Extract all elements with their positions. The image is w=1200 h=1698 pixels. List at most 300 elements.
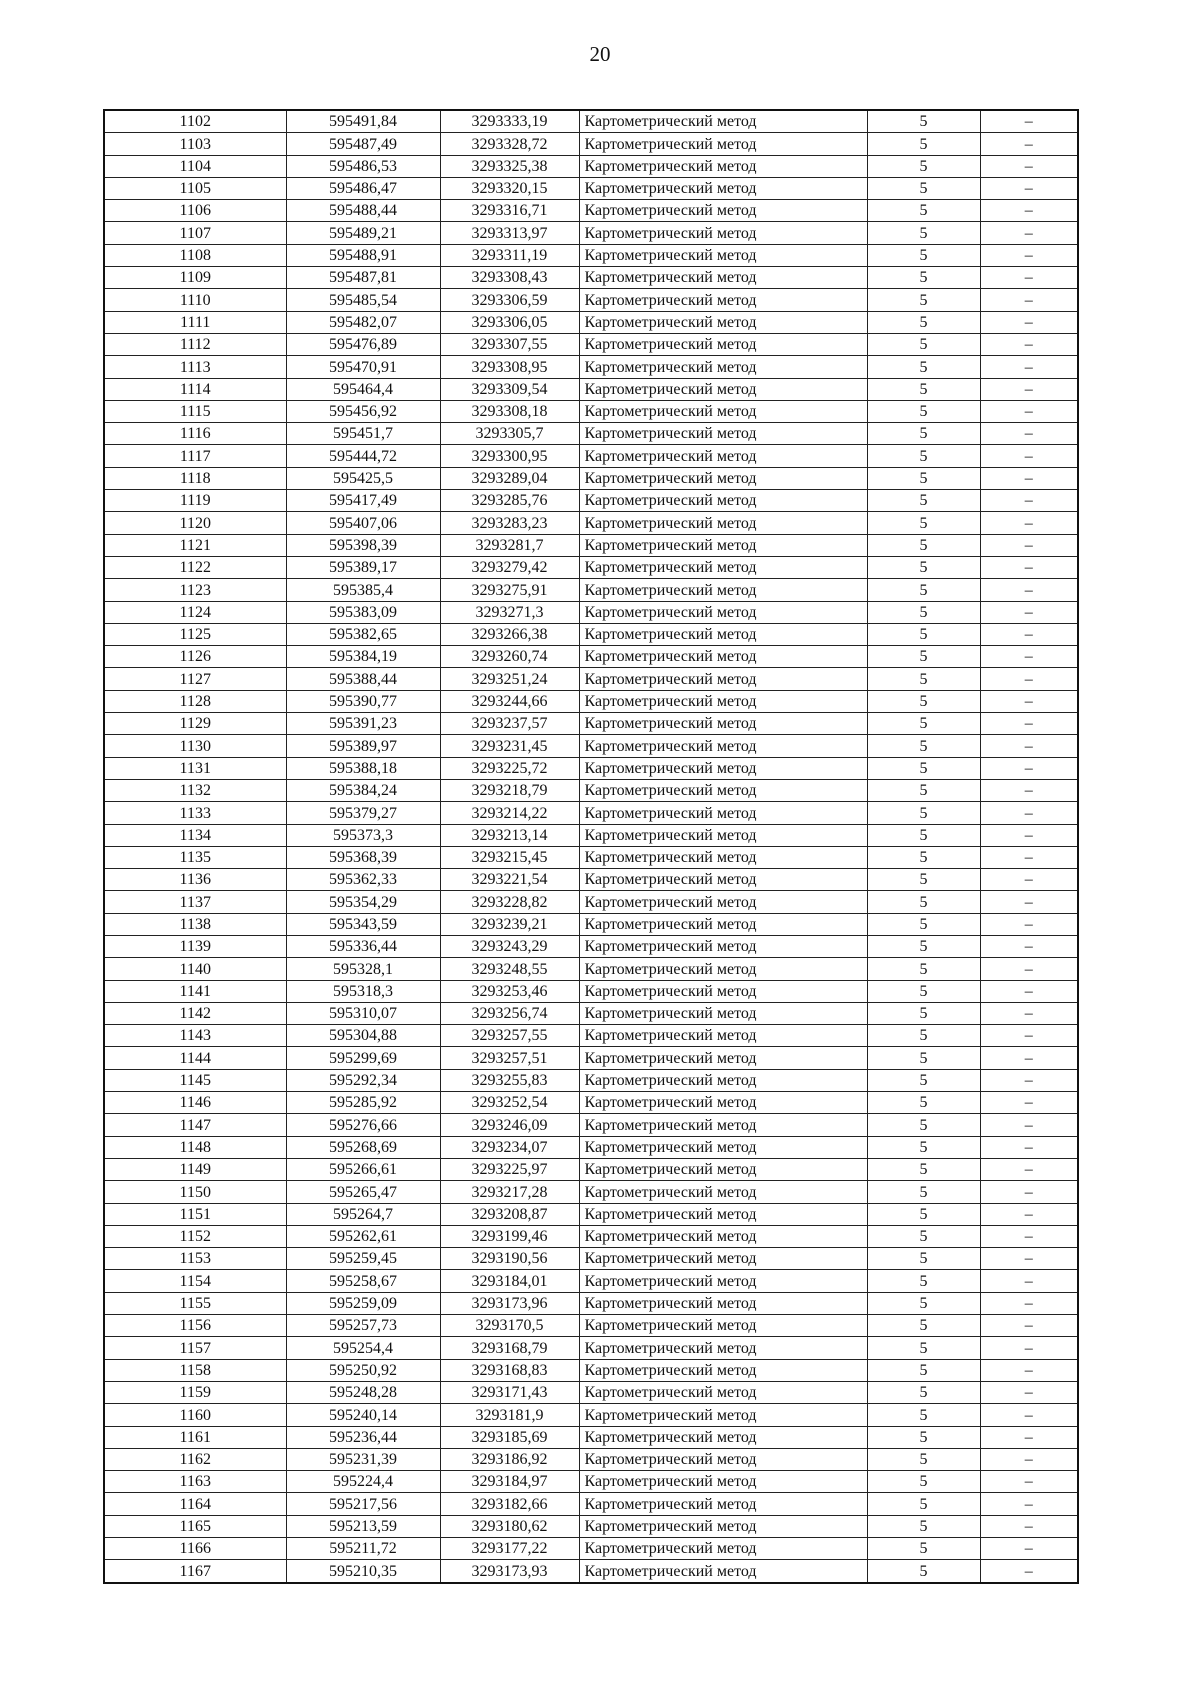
x-coordinate-cell: 595444,72 [286, 445, 440, 467]
y-coordinate-cell: 3293260,74 [440, 646, 579, 668]
point-number-cell: 1153 [104, 1248, 286, 1270]
precision-cell: 5 [867, 1248, 980, 1270]
note-cell: – [980, 1158, 1078, 1180]
point-number-cell: 1126 [104, 646, 286, 668]
x-coordinate-cell: 595385,4 [286, 579, 440, 601]
note-cell: – [980, 735, 1078, 757]
method-cell: Картометрический метод [579, 980, 867, 1002]
method-cell: Картометрический метод [579, 824, 867, 846]
method-cell: Картометрический метод [579, 177, 867, 199]
table-row [104, 646, 1078, 668]
x-coordinate-cell: 595456,92 [286, 400, 440, 422]
precision-cell: 5 [867, 690, 980, 712]
note-cell: – [980, 490, 1078, 512]
x-coordinate-cell: 595328,1 [286, 958, 440, 980]
precision-cell: 5 [867, 267, 980, 289]
x-coordinate-cell: 595318,3 [286, 980, 440, 1002]
precision-cell: 5 [867, 1538, 980, 1560]
note-cell: – [980, 713, 1078, 735]
precision-cell: 5 [867, 400, 980, 422]
x-coordinate-cell: 595292,34 [286, 1069, 440, 1091]
point-number-cell: 1112 [104, 333, 286, 355]
x-coordinate-cell: 595384,19 [286, 646, 440, 668]
note-cell: – [980, 869, 1078, 891]
precision-cell: 5 [867, 423, 980, 445]
note-cell: – [980, 1092, 1078, 1114]
x-coordinate-cell: 595276,66 [286, 1114, 440, 1136]
point-number-cell: 1154 [104, 1270, 286, 1292]
x-coordinate-cell: 595368,39 [286, 846, 440, 868]
x-coordinate-cell: 595491,84 [286, 110, 440, 133]
table-row [104, 1002, 1078, 1024]
x-coordinate-cell: 595268,69 [286, 1136, 440, 1158]
x-coordinate-cell: 595390,77 [286, 690, 440, 712]
table-row [104, 1471, 1078, 1493]
y-coordinate-cell: 3293185,69 [440, 1426, 579, 1448]
precision-cell: 5 [867, 623, 980, 645]
table-row [104, 1292, 1078, 1314]
point-number-cell: 1146 [104, 1092, 286, 1114]
note-cell: – [980, 110, 1078, 133]
precision-cell: 5 [867, 1404, 980, 1426]
y-coordinate-cell: 3293308,43 [440, 267, 579, 289]
method-cell: Картометрический метод [579, 1471, 867, 1493]
method-cell: Картометрический метод [579, 1292, 867, 1314]
precision-cell: 5 [867, 311, 980, 333]
precision-cell: 5 [867, 579, 980, 601]
y-coordinate-cell: 3293316,71 [440, 200, 579, 222]
y-coordinate-cell: 3293256,74 [440, 1002, 579, 1024]
method-cell: Картометрический метод [579, 1337, 867, 1359]
y-coordinate-cell: 3293213,14 [440, 824, 579, 846]
table-row [104, 333, 1078, 355]
precision-cell: 5 [867, 155, 980, 177]
note-cell: – [980, 846, 1078, 868]
note-cell: – [980, 646, 1078, 668]
method-cell: Картометрический метод [579, 423, 867, 445]
y-coordinate-cell: 3293184,97 [440, 1471, 579, 1493]
x-coordinate-cell: 595310,07 [286, 1002, 440, 1024]
precision-cell: 5 [867, 177, 980, 199]
table-row [104, 445, 1078, 467]
method-cell: Картометрический метод [579, 1359, 867, 1381]
note-cell: – [980, 1493, 1078, 1515]
precision-cell: 5 [867, 222, 980, 244]
note-cell: – [980, 980, 1078, 1002]
x-coordinate-cell: 595343,59 [286, 913, 440, 935]
note-cell: – [980, 244, 1078, 266]
point-number-cell: 1103 [104, 133, 286, 155]
y-coordinate-cell: 3293168,79 [440, 1337, 579, 1359]
precision-cell: 5 [867, 244, 980, 266]
x-coordinate-cell: 595213,59 [286, 1515, 440, 1537]
point-number-cell: 1121 [104, 534, 286, 556]
method-cell: Картометрический метод [579, 757, 867, 779]
method-cell: Картометрический метод [579, 1181, 867, 1203]
y-coordinate-cell: 3293225,72 [440, 757, 579, 779]
point-number-cell: 1160 [104, 1404, 286, 1426]
y-coordinate-cell: 3293320,15 [440, 177, 579, 199]
y-coordinate-cell: 3293257,51 [440, 1047, 579, 1069]
note-cell: – [980, 824, 1078, 846]
point-number-cell: 1141 [104, 980, 286, 1002]
x-coordinate-cell: 595217,56 [286, 1493, 440, 1515]
y-coordinate-cell: 3293228,82 [440, 891, 579, 913]
x-coordinate-cell: 595388,18 [286, 757, 440, 779]
method-cell: Картометрический метод [579, 668, 867, 690]
precision-cell: 5 [867, 1047, 980, 1069]
x-coordinate-cell: 595485,54 [286, 289, 440, 311]
point-number-cell: 1136 [104, 869, 286, 891]
y-coordinate-cell: 3293266,38 [440, 623, 579, 645]
point-number-cell: 1108 [104, 244, 286, 266]
point-number-cell: 1113 [104, 356, 286, 378]
y-coordinate-cell: 3293182,66 [440, 1493, 579, 1515]
table-row [104, 1203, 1078, 1225]
note-cell: – [980, 177, 1078, 199]
point-number-cell: 1165 [104, 1515, 286, 1537]
x-coordinate-cell: 595451,7 [286, 423, 440, 445]
y-coordinate-cell: 3293307,55 [440, 333, 579, 355]
precision-cell: 5 [867, 802, 980, 824]
table-row [104, 980, 1078, 1002]
table-row [104, 757, 1078, 779]
note-cell: – [980, 1069, 1078, 1091]
method-cell: Картометрический метод [579, 1515, 867, 1537]
x-coordinate-cell: 595248,28 [286, 1381, 440, 1403]
table-row [104, 1538, 1078, 1560]
point-number-cell: 1127 [104, 668, 286, 690]
y-coordinate-cell: 3293199,46 [440, 1225, 579, 1247]
table-row [104, 1560, 1078, 1583]
precision-cell: 5 [867, 980, 980, 1002]
note-cell: – [980, 556, 1078, 578]
note-cell: – [980, 356, 1078, 378]
note-cell: – [980, 668, 1078, 690]
table-row [104, 1158, 1078, 1180]
precision-cell: 5 [867, 824, 980, 846]
table-row [104, 467, 1078, 489]
table-row [104, 1069, 1078, 1091]
point-number-cell: 1110 [104, 289, 286, 311]
precision-cell: 5 [867, 935, 980, 957]
method-cell: Картометрический метод [579, 1315, 867, 1337]
table-row [104, 1404, 1078, 1426]
method-cell: Картометрический метод [579, 1248, 867, 1270]
note-cell: – [980, 1381, 1078, 1403]
x-coordinate-cell: 595398,39 [286, 534, 440, 556]
method-cell: Картометрический метод [579, 1158, 867, 1180]
x-coordinate-cell: 595389,97 [286, 735, 440, 757]
point-number-cell: 1122 [104, 556, 286, 578]
table-row [104, 1047, 1078, 1069]
table-row [104, 1337, 1078, 1359]
coordinates-table [103, 109, 1079, 1584]
note-cell: – [980, 1471, 1078, 1493]
x-coordinate-cell: 595211,72 [286, 1538, 440, 1560]
point-number-cell: 1120 [104, 512, 286, 534]
point-number-cell: 1162 [104, 1448, 286, 1470]
x-coordinate-cell: 595464,4 [286, 378, 440, 400]
y-coordinate-cell: 3293306,59 [440, 289, 579, 311]
method-cell: Картометрический метод [579, 913, 867, 935]
note-cell: – [980, 333, 1078, 355]
method-cell: Картометрический метод [579, 1114, 867, 1136]
y-coordinate-cell: 3293251,24 [440, 668, 579, 690]
table-row [104, 1136, 1078, 1158]
point-number-cell: 1102 [104, 110, 286, 133]
y-coordinate-cell: 3293177,22 [440, 1538, 579, 1560]
method-cell: Картометрический метод [579, 356, 867, 378]
note-cell: – [980, 133, 1078, 155]
table-row [104, 423, 1078, 445]
point-number-cell: 1131 [104, 757, 286, 779]
x-coordinate-cell: 595304,88 [286, 1025, 440, 1047]
precision-cell: 5 [867, 1381, 980, 1403]
x-coordinate-cell: 595240,14 [286, 1404, 440, 1426]
point-number-cell: 1157 [104, 1337, 286, 1359]
x-coordinate-cell: 595336,44 [286, 935, 440, 957]
point-number-cell: 1119 [104, 490, 286, 512]
precision-cell: 5 [867, 1292, 980, 1314]
precision-cell: 5 [867, 1426, 980, 1448]
x-coordinate-cell: 595470,91 [286, 356, 440, 378]
note-cell: – [980, 690, 1078, 712]
precision-cell: 5 [867, 846, 980, 868]
x-coordinate-cell: 595285,92 [286, 1092, 440, 1114]
table-row [104, 1359, 1078, 1381]
note-cell: – [980, 378, 1078, 400]
note-cell: – [980, 1025, 1078, 1047]
note-cell: – [980, 534, 1078, 556]
point-number-cell: 1117 [104, 445, 286, 467]
x-coordinate-cell: 595262,61 [286, 1225, 440, 1247]
y-coordinate-cell: 3293190,56 [440, 1248, 579, 1270]
note-cell: – [980, 802, 1078, 824]
note-cell: – [980, 1248, 1078, 1270]
table-row [104, 779, 1078, 801]
x-coordinate-cell: 595259,09 [286, 1292, 440, 1314]
note-cell: – [980, 579, 1078, 601]
method-cell: Картометрический метод [579, 1493, 867, 1515]
point-number-cell: 1114 [104, 378, 286, 400]
y-coordinate-cell: 3293173,96 [440, 1292, 579, 1314]
point-number-cell: 1107 [104, 222, 286, 244]
y-coordinate-cell: 3293248,55 [440, 958, 579, 980]
method-cell: Картометрический метод [579, 1092, 867, 1114]
precision-cell: 5 [867, 333, 980, 355]
point-number-cell: 1155 [104, 1292, 286, 1314]
method-cell: Картометрический метод [579, 646, 867, 668]
point-number-cell: 1128 [104, 690, 286, 712]
point-number-cell: 1106 [104, 200, 286, 222]
y-coordinate-cell: 3293168,83 [440, 1359, 579, 1381]
y-coordinate-cell: 3293308,18 [440, 400, 579, 422]
y-coordinate-cell: 3293221,54 [440, 869, 579, 891]
precision-cell: 5 [867, 891, 980, 913]
y-coordinate-cell: 3293305,7 [440, 423, 579, 445]
table-row [104, 1381, 1078, 1403]
method-cell: Картометрический метод [579, 289, 867, 311]
method-cell: Картометрический метод [579, 267, 867, 289]
point-number-cell: 1159 [104, 1381, 286, 1403]
table-row [104, 1515, 1078, 1537]
table-row [104, 556, 1078, 578]
x-coordinate-cell: 595258,67 [286, 1270, 440, 1292]
point-number-cell: 1118 [104, 467, 286, 489]
method-cell: Картометрический метод [579, 311, 867, 333]
method-cell: Картометрический метод [579, 1025, 867, 1047]
table-row [104, 289, 1078, 311]
note-cell: – [980, 935, 1078, 957]
table-row [104, 713, 1078, 735]
x-coordinate-cell: 595482,07 [286, 311, 440, 333]
y-coordinate-cell: 3293218,79 [440, 779, 579, 801]
note-cell: – [980, 1337, 1078, 1359]
point-number-cell: 1142 [104, 1002, 286, 1024]
precision-cell: 5 [867, 601, 980, 623]
x-coordinate-cell: 595389,17 [286, 556, 440, 578]
table-row [104, 110, 1078, 133]
table-row [104, 824, 1078, 846]
precision-cell: 5 [867, 1136, 980, 1158]
method-cell: Картометрический метод [579, 155, 867, 177]
note-cell: – [980, 1538, 1078, 1560]
point-number-cell: 1145 [104, 1069, 286, 1091]
point-number-cell: 1124 [104, 601, 286, 623]
point-number-cell: 1151 [104, 1203, 286, 1225]
point-number-cell: 1148 [104, 1136, 286, 1158]
y-coordinate-cell: 3293253,46 [440, 980, 579, 1002]
method-cell: Картометрический метод [579, 1538, 867, 1560]
note-cell: – [980, 1002, 1078, 1024]
y-coordinate-cell: 3293275,91 [440, 579, 579, 601]
y-coordinate-cell: 3293271,3 [440, 601, 579, 623]
x-coordinate-cell: 595425,5 [286, 467, 440, 489]
method-cell: Картометрический метод [579, 1448, 867, 1470]
method-cell: Картометрический метод [579, 222, 867, 244]
y-coordinate-cell: 3293234,07 [440, 1136, 579, 1158]
precision-cell: 5 [867, 133, 980, 155]
x-coordinate-cell: 595486,47 [286, 177, 440, 199]
precision-cell: 5 [867, 1560, 980, 1583]
table-row [104, 1025, 1078, 1047]
precision-cell: 5 [867, 1515, 980, 1537]
table-row [104, 1092, 1078, 1114]
note-cell: – [980, 222, 1078, 244]
note-cell: – [980, 891, 1078, 913]
precision-cell: 5 [867, 378, 980, 400]
note-cell: – [980, 1315, 1078, 1337]
y-coordinate-cell: 3293180,62 [440, 1515, 579, 1537]
point-number-cell: 1161 [104, 1426, 286, 1448]
table-row [104, 935, 1078, 957]
point-number-cell: 1149 [104, 1158, 286, 1180]
y-coordinate-cell: 3293311,19 [440, 244, 579, 266]
precision-cell: 5 [867, 512, 980, 534]
precision-cell: 5 [867, 1359, 980, 1381]
note-cell: – [980, 1448, 1078, 1470]
point-number-cell: 1135 [104, 846, 286, 868]
note-cell: – [980, 512, 1078, 534]
precision-cell: 5 [867, 757, 980, 779]
y-coordinate-cell: 3293285,76 [440, 490, 579, 512]
table-row [104, 1181, 1078, 1203]
method-cell: Картометрический метод [579, 400, 867, 422]
note-cell: – [980, 623, 1078, 645]
table-row [104, 1225, 1078, 1247]
point-number-cell: 1125 [104, 623, 286, 645]
table-row [104, 200, 1078, 222]
point-number-cell: 1167 [104, 1560, 286, 1583]
point-number-cell: 1156 [104, 1315, 286, 1337]
note-cell: – [980, 423, 1078, 445]
x-coordinate-cell: 595231,39 [286, 1448, 440, 1470]
point-number-cell: 1166 [104, 1538, 286, 1560]
point-number-cell: 1140 [104, 958, 286, 980]
y-coordinate-cell: 3293173,93 [440, 1560, 579, 1583]
y-coordinate-cell: 3293239,21 [440, 913, 579, 935]
x-coordinate-cell: 595382,65 [286, 623, 440, 645]
method-cell: Картометрический метод [579, 378, 867, 400]
note-cell: – [980, 267, 1078, 289]
method-cell: Картометрический метод [579, 333, 867, 355]
precision-cell: 5 [867, 1493, 980, 1515]
point-number-cell: 1109 [104, 267, 286, 289]
y-coordinate-cell: 3293257,55 [440, 1025, 579, 1047]
note-cell: – [980, 913, 1078, 935]
method-cell: Картометрический метод [579, 110, 867, 133]
method-cell: Картометрический метод [579, 1136, 867, 1158]
y-coordinate-cell: 3293300,95 [440, 445, 579, 467]
precision-cell: 5 [867, 1270, 980, 1292]
method-cell: Картометрический метод [579, 244, 867, 266]
point-number-cell: 1138 [104, 913, 286, 935]
note-cell: – [980, 601, 1078, 623]
table-row [104, 869, 1078, 891]
table-row [104, 601, 1078, 623]
table-row [104, 1448, 1078, 1470]
method-cell: Картометрический метод [579, 1069, 867, 1091]
point-number-cell: 1115 [104, 400, 286, 422]
note-cell: – [980, 445, 1078, 467]
y-coordinate-cell: 3293186,92 [440, 1448, 579, 1470]
method-cell: Картометрический метод [579, 467, 867, 489]
method-cell: Картометрический метод [579, 958, 867, 980]
method-cell: Картометрический метод [579, 1047, 867, 1069]
x-coordinate-cell: 595488,91 [286, 244, 440, 266]
precision-cell: 5 [867, 110, 980, 133]
table-row [104, 1493, 1078, 1515]
x-coordinate-cell: 595257,73 [286, 1315, 440, 1337]
method-cell: Картометрический метод [579, 1426, 867, 1448]
x-coordinate-cell: 595383,09 [286, 601, 440, 623]
point-number-cell: 1152 [104, 1225, 286, 1247]
precision-cell: 5 [867, 735, 980, 757]
x-coordinate-cell: 595236,44 [286, 1426, 440, 1448]
y-coordinate-cell: 3293215,45 [440, 846, 579, 868]
precision-cell: 5 [867, 1069, 980, 1091]
method-cell: Картометрический метод [579, 556, 867, 578]
method-cell: Картометрический метод [579, 802, 867, 824]
x-coordinate-cell: 595250,92 [286, 1359, 440, 1381]
table-row [104, 735, 1078, 757]
y-coordinate-cell: 3293281,7 [440, 534, 579, 556]
x-coordinate-cell: 595391,23 [286, 713, 440, 735]
y-coordinate-cell: 3293333,19 [440, 110, 579, 133]
y-coordinate-cell: 3293308,95 [440, 356, 579, 378]
point-number-cell: 1137 [104, 891, 286, 913]
